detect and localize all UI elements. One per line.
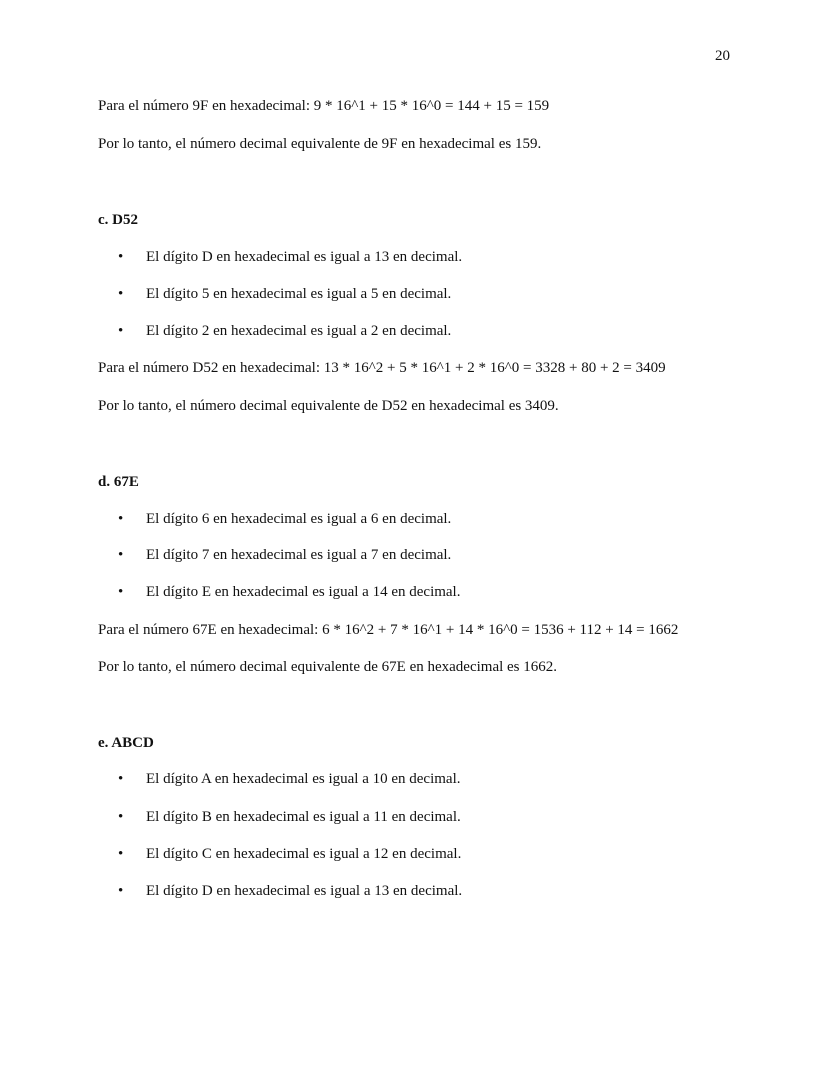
list-item-text: El dígito 7 en hexadecimal es igual a 7 en decimal. [146,547,452,563]
list-item [118,509,451,529]
intro-calculation: Para el número 9F en hexadecimal: 9 * 16^1 + 15 * 16^0 = 144 + 15 = 159 [98,98,550,114]
section-conclusion-c: Por lo tanto, el número decimal equivalente de D52 en hexadecimal es 3409. [98,398,559,414]
section-heading-d: d. 67E [98,474,139,490]
list-item-text: El dígito B en hexadecimal es igual a 11 en decimal. [146,809,461,825]
list-item [118,769,461,789]
bullet-icon: • [118,511,124,527]
list-item [118,582,460,602]
intro-conclusion: Por lo tanto, el número decimal equivalente de 9F en hexadecimal es 159. [98,136,542,152]
bullet-icon: • [118,286,124,302]
bullet-icon: • [118,846,124,862]
list-item-text: El dígito E en hexadecimal es igual a 14 en decimal. [146,584,461,600]
list-item-text: El dígito C en hexadecimal es igual a 12 en decimal. [146,846,462,862]
bullet-icon: • [118,883,124,899]
list-item-text: El dígito A en hexadecimal es igual a 10 en decimal. [146,771,461,787]
section-heading-e: e. ABCD [98,735,154,751]
list-item [118,881,462,901]
list-item-text: El dígito 2 en hexadecimal es igual a 2 en decimal. [146,323,452,339]
bullet-icon: • [118,323,124,339]
bullet-icon: • [118,249,124,265]
bullet-icon: • [118,547,124,563]
list-item [118,247,462,267]
list-item-text: El dígito D en hexadecimal es igual a 13 en decimal. [146,883,463,899]
list-item [118,545,451,565]
bullet-icon: • [118,771,124,787]
list-item-text: El dígito D en hexadecimal es igual a 13 en decimal. [146,249,463,265]
section-conclusion-d: Por lo tanto, el número decimal equivalente de 67E en hexadecimal es 1662. [98,659,558,675]
section-calculation-c: Para el número D52 en hexadecimal: 13 * 16^2 + 5 * 16^1 + 2 * 16^0 = 3328 + 80 + 2 = 3409 [98,360,666,376]
section-heading-c: c. D52 [98,212,138,228]
list-item-text: El dígito 6 en hexadecimal es igual a 6 en decimal. [146,511,452,527]
list-item [118,844,461,864]
bullet-icon: • [118,584,124,600]
list-item [118,807,461,827]
page-number: 20 [715,48,730,64]
list-item [118,284,451,304]
list-item-text: El dígito 5 en hexadecimal es igual a 5 en decimal. [146,286,452,302]
bullet-icon: • [118,809,124,825]
section-calculation-d: Para el número 67E en hexadecimal: 6 * 16^2 + 7 * 16^1 + 14 * 16^0 = 1536 + 112 + 14 = 1662 [98,622,679,638]
list-item [118,321,451,341]
